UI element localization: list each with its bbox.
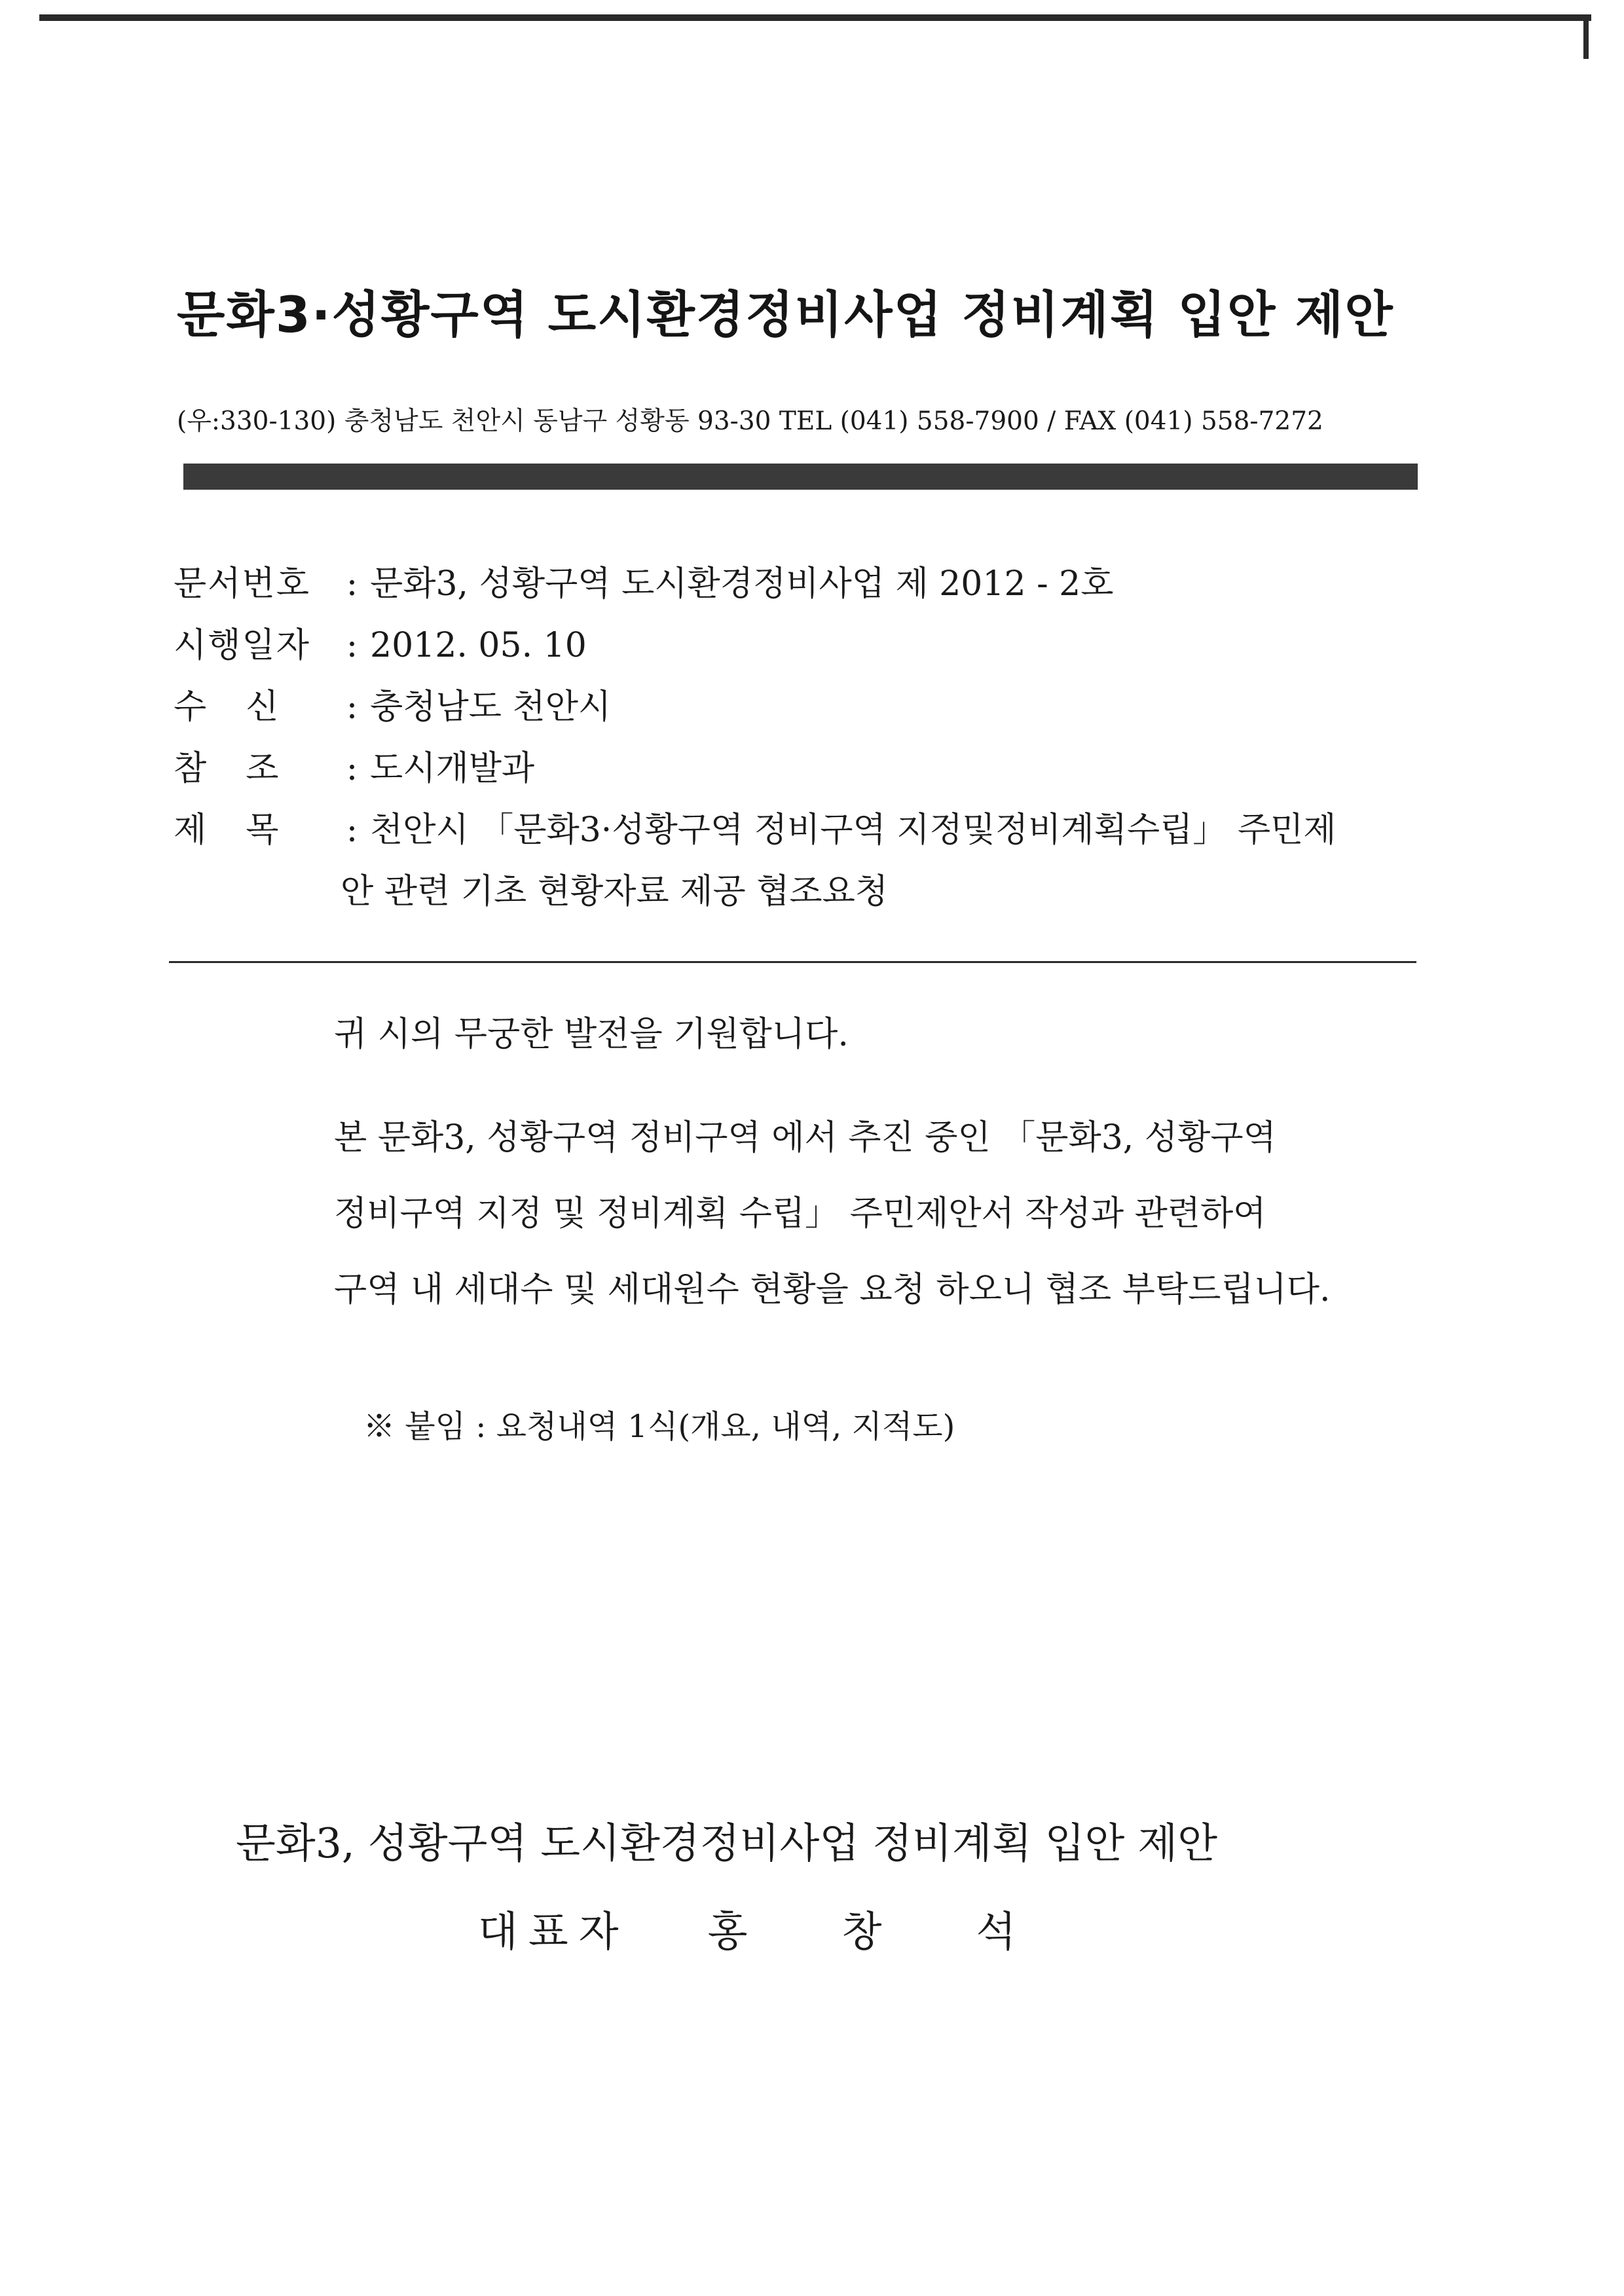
greeting: 귀 시의 무궁한 발전을 기원합니다. — [334, 1015, 849, 1054]
signature-name-char: 석 — [976, 1908, 1027, 1956]
subject-row — [174, 799, 1431, 861]
organization-address: (우:330-130) 충청남도 천안시 동남구 성황동 93-30 TEL (041) 558-7900 / FAX (041) 558-7272 — [177, 407, 1323, 436]
reference-value: 도시개발과 — [370, 749, 535, 788]
header-divider-bar — [183, 464, 1418, 490]
subject-value-line1: 천안시 「문화3·성황구역 정비구역 지정및정비계획수립」 주민제 — [370, 811, 1337, 850]
date-row — [174, 615, 1431, 676]
recipient-row — [174, 676, 1431, 738]
colon: : — [346, 811, 358, 850]
reference-label: 참조 — [174, 749, 318, 788]
colon: : — [346, 626, 358, 665]
doc-number-label: 문서번호 — [174, 564, 310, 604]
doc-number-value: 문화3, 성황구역 도시환경정비사업 제 2012 - 2호 — [370, 564, 1114, 604]
letter-body — [334, 1008, 1447, 1328]
paragraph-line: 본 문화3, 성황구역 정비구역 에서 추진 중인 「문화3, 성황구역 — [334, 1118, 1276, 1157]
recipient-value: 충청남도 천안시 — [370, 687, 612, 727]
signature-name-char: 창 — [841, 1908, 893, 1956]
signature-organization: 문화3, 성황구역 도시환경정비사업 정비계획 입안 제안 — [236, 1819, 1218, 1867]
colon: : — [346, 687, 358, 727]
body-paragraph — [334, 1100, 1447, 1328]
paragraph-line: 구역 내 세대수 및 세대원수 현황을 요청 하오니 협조 부탁드립니다. — [334, 1270, 1331, 1309]
doc-number-row — [174, 553, 1431, 615]
recipient-label: 수신 — [174, 687, 318, 727]
organization-title: 문화3·성황구역 도시환경정비사업 정비계획 입안 제안 — [177, 285, 1394, 344]
colon: : — [346, 749, 358, 788]
paragraph-line: 정비구역 지정 및 정비계획 수립」 주민제안서 작성과 관련하여 — [334, 1194, 1266, 1233]
signature-representative — [478, 1899, 1111, 1958]
signature-role: 대표자 — [478, 1908, 629, 1956]
reference-row — [174, 738, 1431, 799]
document-meta — [174, 553, 1431, 922]
scan-top-border — [39, 14, 1591, 21]
subject-label: 제목 — [174, 811, 318, 850]
signature-name-char: 홍 — [707, 1908, 758, 1956]
colon: : — [346, 564, 358, 604]
date-label: 시행일자 — [174, 626, 310, 665]
date-value: 2012. 05. 10 — [370, 626, 587, 665]
meta-divider — [169, 961, 1416, 963]
attachment-note: ※ 붙임 : 요청내역 1식(개요, 내역, 지적도) — [363, 1408, 955, 1445]
scan-edge-mark — [1583, 20, 1589, 59]
subject-value-line2: 안 관련 기초 현황자료 제공 협조요청 — [341, 872, 889, 911]
